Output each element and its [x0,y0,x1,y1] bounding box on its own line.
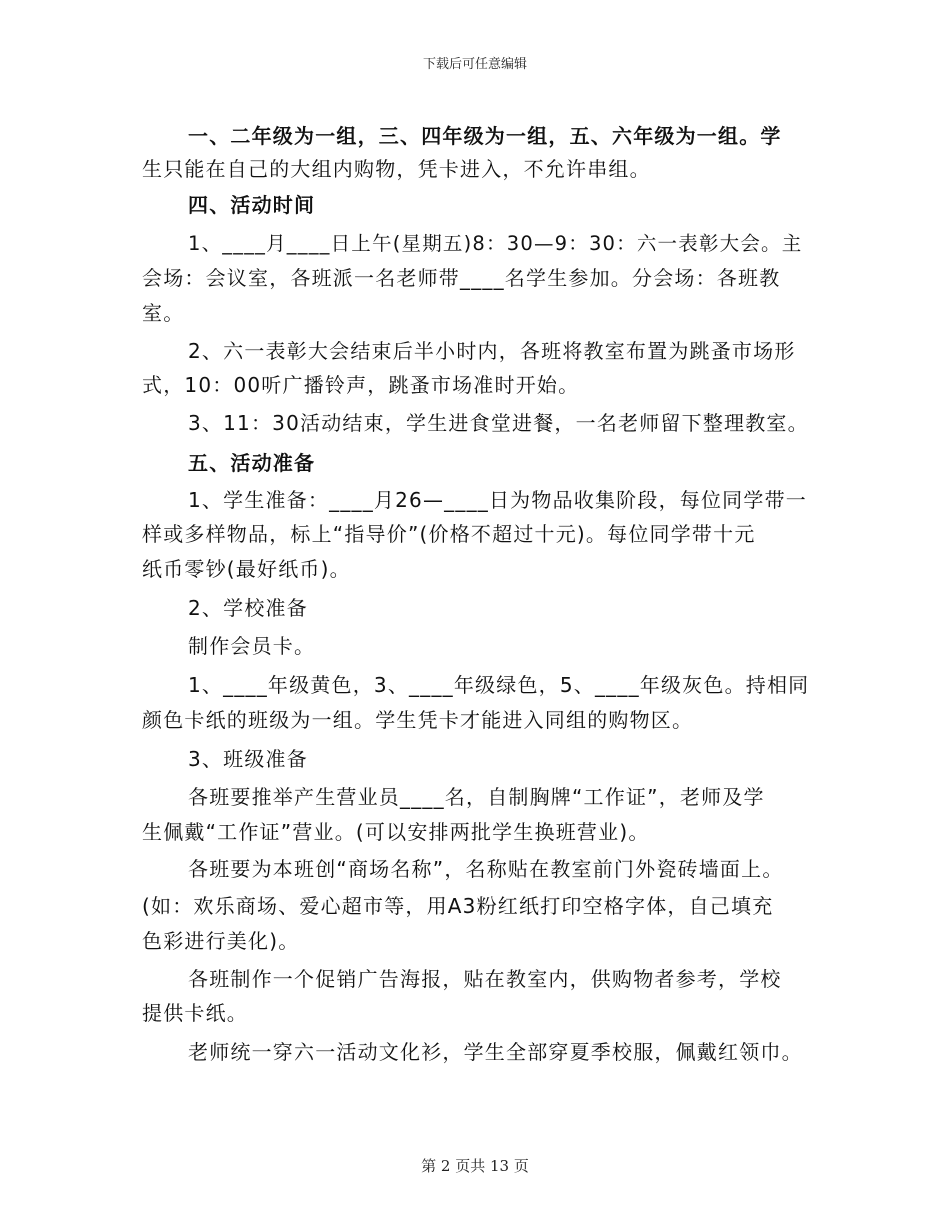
section-heading: 五、活动准备 [188,451,316,475]
text-line: 各班要为本班创“商场名称”，名称贴在教室前门外瓷砖墙面上。 [188,857,784,881]
text-line: 老师统一穿六一活动文化衫，学生全部穿夏季校服，佩戴红领巾。 [188,1040,803,1064]
text-line: 色彩进行美化)。 [142,929,300,953]
text-line: 2、学校准备 [188,596,308,620]
text-line: 各班要推举产生营业员____名，自制胸牌“工作证”，老师及学 [188,785,765,809]
text-line: 3、班级准备 [188,747,308,771]
text-line: 一、二年级为一组，三、四年级为一组，五、六年级为一组。学 [188,124,782,148]
text-line: 1、学生准备：____月26—____日为物品收集阶段，每位同学带一 [188,488,807,512]
text-line: 会场：会议室，各班派一名老师带____名学生参加。分会场：各班教 [142,266,781,290]
text-line: 制作会员卡。 [188,634,316,658]
text-line: 各班制作一个促销广告海报，贴在教室内，供购物者参考，学校 [188,967,782,991]
text-line: 提供卡纸。 [142,1001,248,1025]
text-line: 颜色卡纸的班级为一组。学生凭卡才能进入同组的购物区。 [142,708,694,732]
page-header: 下载后可任意编辑 [422,57,527,72]
page-footer: 第 2 页共 13 页 [421,1157,529,1175]
text-line: 生佩戴“工作证”营业。(可以安排两批学生换班营业)。 [142,820,650,844]
text-line: (如：欢乐商场、爱心超市等，用A3粉红纸打印空格字体，自己填充 [142,894,774,918]
text-line: 3、11：30活动结束，学生进食堂进餐，一名老师留下整理教室。 [188,411,809,435]
text-line: 1、____年级黄色，3、____年级绿色，5、____年级灰色。持相同 [188,673,810,697]
text-line: 生只能在自己的大组内购物，凭卡进入，不允许串组。 [142,157,651,181]
text-line: 式，10：00听广播铃声，跳蚤市场准时开始。 [142,373,580,397]
text-line: 2、六一表彰大会结束后半小时内，各班将教室布置为跳蚤市场形 [188,339,796,363]
text-line: 1、____月____日上午(星期五)8：30—9：30：六一表彰大会。主 [188,232,803,255]
text-line: 纸币零钞(最好纸币)。 [142,557,351,581]
text-line: 室。 [142,301,185,325]
section-heading: 四、活动时间 [188,193,316,217]
text-line: 样或多样物品，标上“指导价”(价格不超过十元)。每位同学带十元 [142,522,756,546]
